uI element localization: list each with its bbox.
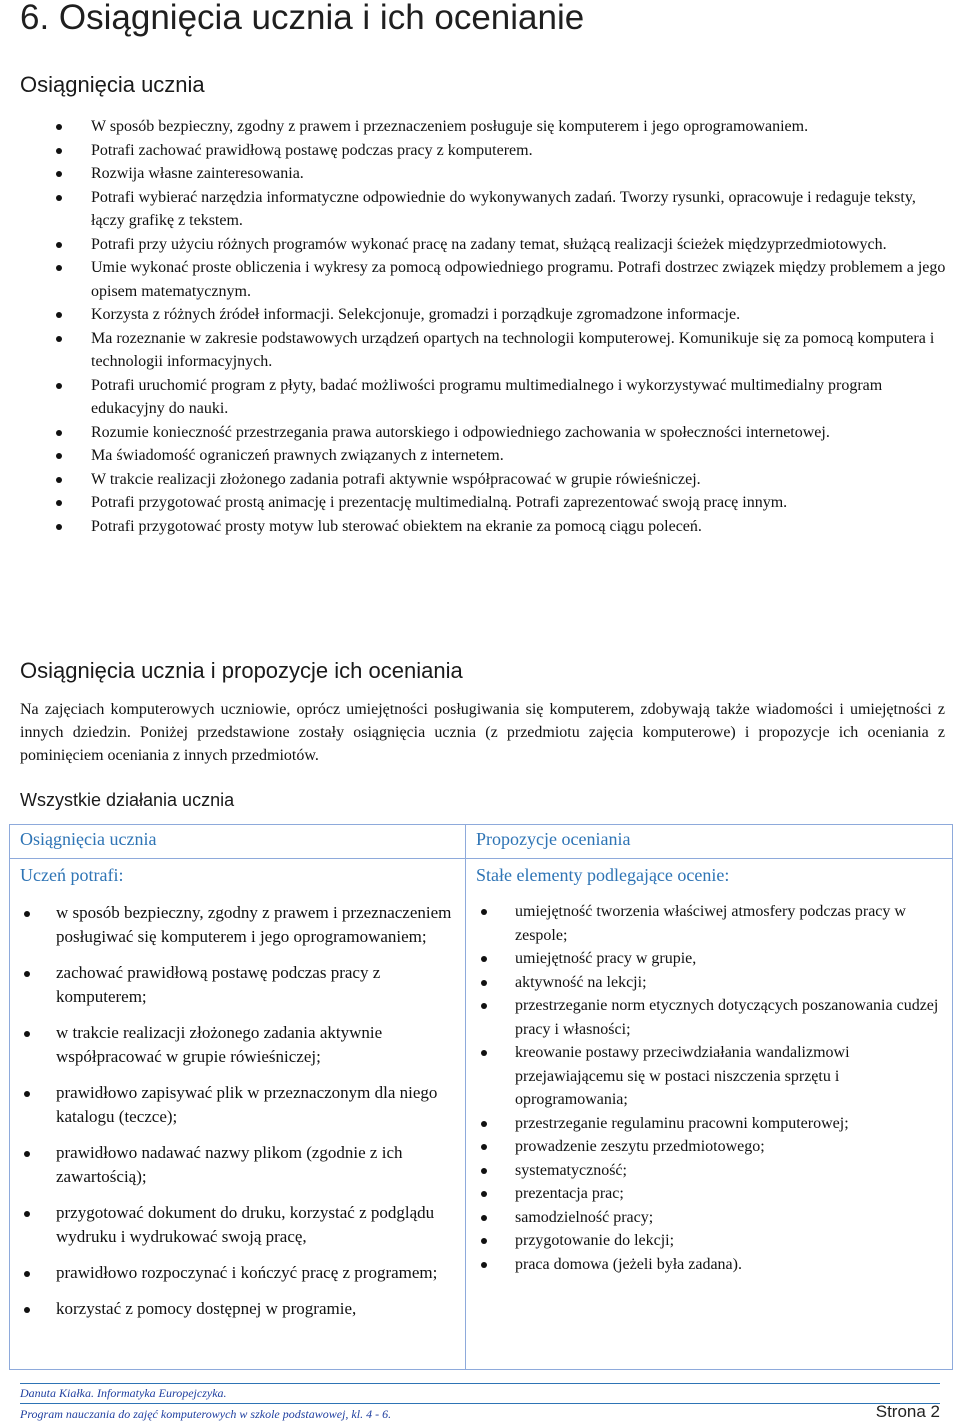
student-skills-list: [56, 901, 452, 1333]
list-item: Potrafi zachować prawidłową postawę podczas pracy z komputerem.: [91, 139, 946, 163]
table-column-assessment: [465, 824, 953, 1370]
list-item: Potrafi przygotować prostą animację i prezentację multimedialną. Potrafi zaprezentować swoją pracę innym.: [91, 491, 946, 515]
subsection-heading: Wszystkie działania ucznia: [20, 790, 235, 810]
intro-paragraph: Na zajęciach komputerowych uczniowie, oprócz umiejętności posługiwania się komputerem, zdobywają także wiadomości i umiejętności z innych dziedzin. Poniżej przedstawione zostały osiągnięcia ucznia (z przedmiotu zajęcia komputerowe) i propozycje ich oceniania z pominięciem oceniania z innych przedmiotów.: [20, 701, 945, 764]
list-item: prezentacja prac;: [515, 1182, 947, 1206]
list-item: praca domowa (jeżeli była zadana).: [515, 1253, 947, 1277]
list-item: W sposób bezpieczny, zgodny z prawem i przeznaczeniem posługuje się komputerem i jego oprogramowaniem.: [91, 115, 946, 139]
section-heading-assessment: Osiągnięcia ucznia i propozycje ich oceniania: [20, 658, 463, 683]
list-item: aktywność na lekcji;: [515, 971, 947, 995]
list-item: przygotowanie do lekcji;: [515, 1229, 947, 1253]
list-item: Rozumie konieczność przestrzegania prawa autorskiego i odpowiedniego zachowania w społeczności internetowej.: [91, 421, 946, 445]
list-item: prawidłowo rozpoczynać i kończyć pracę z programem;: [56, 1261, 452, 1285]
achievements-list: [91, 115, 946, 538]
list-item: Korzysta z różnych źródeł informacji. Selekcjonuje, gromadzi i porządkuje zgromadzone informacje.: [91, 303, 946, 327]
list-item: umiejętność pracy w grupie,: [515, 947, 947, 971]
list-item: prowadzenie zeszytu przedmiotowego;: [515, 1135, 947, 1159]
column-title: Propozycje oceniania: [476, 829, 631, 849]
column-subtitle: Uczeń potrafi:: [20, 865, 124, 885]
list-item: przestrzeganie norm etycznych dotyczących poszanowania cudzej pracy i własności;: [515, 994, 947, 1041]
column-title: Osiągnięcia ucznia: [20, 829, 157, 849]
list-item: Ma świadomość ograniczeń prawnych związanych z internetem.: [91, 444, 946, 468]
list-item: w sposób bezpieczny, zgodny z prawem i przeznaczeniem posługiwać się komputerem i jego oprogramowaniem;: [56, 901, 452, 949]
list-item: samodzielność pracy;: [515, 1206, 947, 1230]
list-item: W trakcie realizacji złożonego zadania potrafi aktywnie współpracować w grupie rówieśniczej.: [91, 468, 946, 492]
list-item: Umie wykonać proste obliczenia i wykresy za pomocą odpowiedniego programu. Potrafi dostrzec związek między problemem a jego opisem matematycznym.: [91, 256, 946, 303]
list-item: umiejętność tworzenia właściwej atmosfery podczas pracy w zespole;: [515, 900, 947, 947]
list-item: przygotować dokument do druku, korzystać z podglądu wydruku i wydrukować swoją pracę,: [56, 1201, 452, 1249]
column-divider: [466, 858, 952, 859]
footer-rule: [20, 1403, 940, 1404]
section-heading-achievements: Osiągnięcia ucznia: [20, 72, 205, 97]
list-item: kreowanie postawy przeciwdziałania wandalizmowi przejawiającemu się w postaci niszczenia sprzętu i oprogramowania;: [515, 1041, 947, 1112]
table-column-achievements: [9, 824, 466, 1370]
list-item: w trakcie realizacji złożonego zadania aktywnie współpracować w grupie rówieśniczej;: [56, 1021, 452, 1069]
list-item: Ma rozeznanie w zakresie podstawowych urządzeń opartych na technologii komputerowej. Komunikuje się za pomocą komputera i technologii informacyjnych.: [91, 327, 946, 374]
list-item: przestrzeganie regulaminu pracowni komputerowej;: [515, 1112, 947, 1136]
page-number: Strona 2: [875, 1402, 940, 1421]
page-title: 6. Osiągnięcia ucznia i ich ocenianie: [20, 0, 585, 37]
list-item: korzystać z pomocy dostępnej w programie,: [56, 1297, 452, 1321]
column-subtitle: Stałe elementy podlegające ocenie:: [476, 865, 730, 885]
list-item: Potrafi wybierać narzędzia informatyczne odpowiednie do wykonywanych zadań. Tworzy rysunki, opracowuje i redaguje teksty, łączy grafikę z tekstem.: [91, 186, 946, 233]
list-item: Potrafi uruchomić program z płyty, badać możliwości programu multimedialnego i wykorzystywać multimedialny program edukacyjny do nauki.: [91, 374, 946, 421]
footer-program: Program nauczania do zajęć komputerowych w szkole podstawowej, kl. 4 - 6.: [20, 1407, 392, 1421]
column-divider: [10, 858, 465, 859]
list-item: Potrafi przygotować prosty motyw lub sterować obiektem na ekranie za pomocą ciągu poleceń.: [91, 515, 946, 539]
footer-author: Danuta Kiałka. Informatyka Europejczyka.: [20, 1386, 227, 1400]
list-item: Rozwija własne zainteresowania.: [91, 162, 946, 186]
footer-rule: [20, 1383, 940, 1384]
assessment-elements-list: [515, 900, 947, 1276]
list-item: prawidłowo zapisywać plik w przeznaczonym dla niego katalogu (teczce);: [56, 1081, 452, 1129]
list-item: zachować prawidłową postawę podczas pracy z komputerem;: [56, 961, 452, 1009]
list-item: Potrafi przy użyciu różnych programów wykonać pracę na zadany temat, służącą realizacji ścieżek międzyprzedmiotowych.: [91, 233, 946, 257]
list-item: systematyczność;: [515, 1159, 947, 1183]
list-item: prawidłowo nadawać nazwy plikom (zgodnie z ich zawartością);: [56, 1141, 452, 1189]
